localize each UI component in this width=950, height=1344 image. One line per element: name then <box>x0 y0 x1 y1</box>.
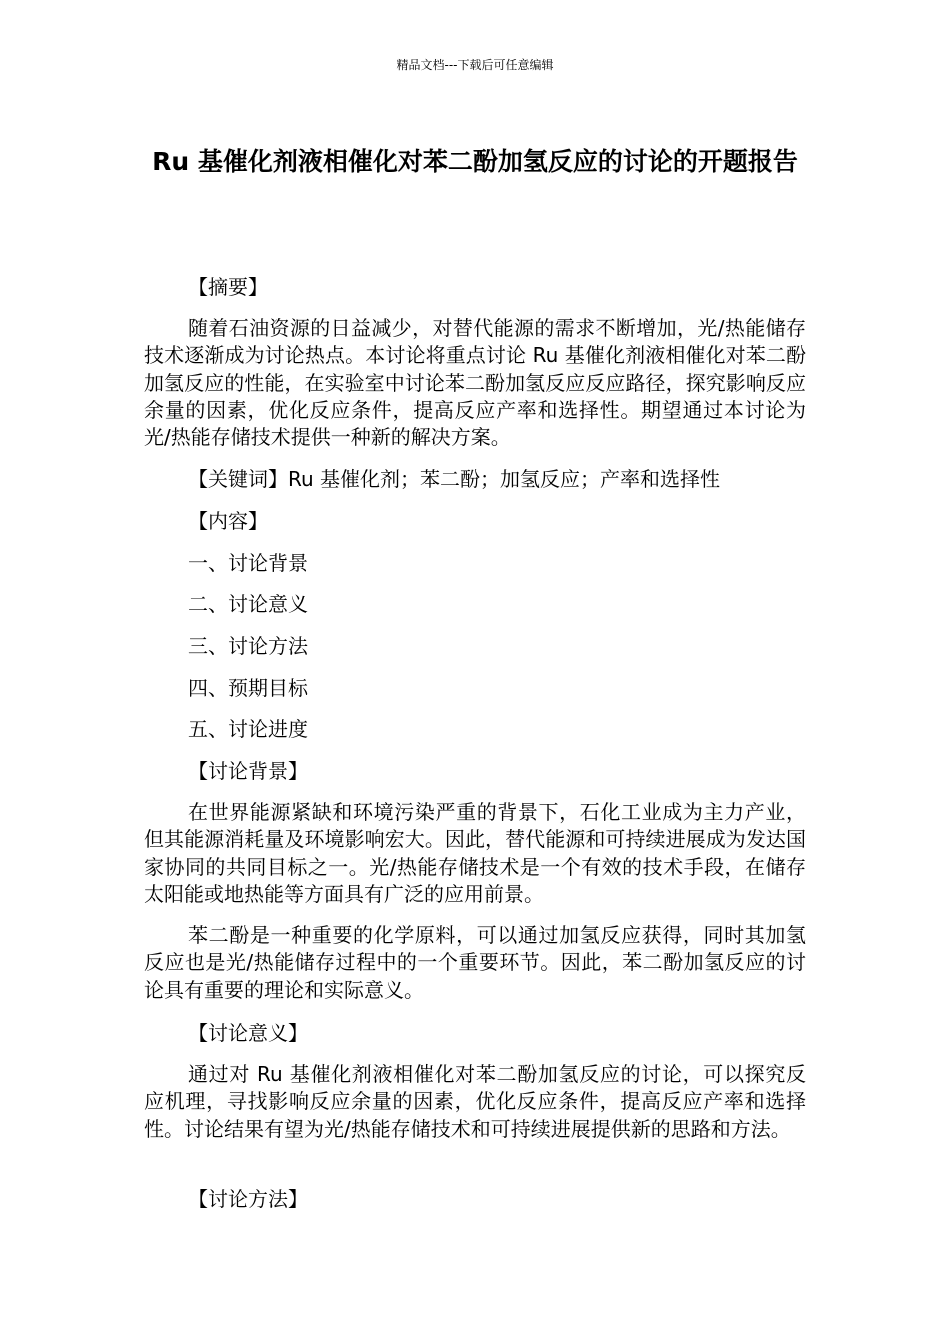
background-paragraph: 在世界能源紧缺和环境污染严重的背景下，石化工业成为主力产业，但其能源消耗量及环境影响宏大。因此，替代能源和可持续进展成为发达国家协同的共同目标之一。光/热能存储技术是一个有效的技术手段，在储存太阳能或地热能等方面具有广泛的应用前景。 <box>144 800 806 906</box>
background-paragraph: 苯二酚是一种重要的化学原料，可以通过加氢反应获得，同时其加氢反应也是光/热能储存过程中的一个重要环节。因此，苯二酚加氢反应的讨论具有重要的理论和实际意义。 <box>144 923 806 1002</box>
significance-text: 通过对 Ru 基催化剂液相催化对苯二酚加氢反应的讨论，可以探究反应机理，寻找影响反应余量的因素，优化反应条件，提高反应产率和选择性。讨论结果有望为光/热能存储技术和可持续进展提供新的思路和方法。 <box>144 1062 806 1141</box>
page-header-note: 精品文档---下载后可任意编辑 <box>396 58 554 72</box>
abstract-text: 随着石油资源的日益减少，对替代能源的需求不断增加，光/热能储存技术逐渐成为讨论热点。本讨论将重点讨论 Ru 基催化剂液相催化对苯二酚加氢反应的性能，在实验室中讨论苯二酚加氢反应反应路径，探究影响反应余量的因素，优化反应条件，提高反应产率和选择性。期望通过本讨论为光/热能存储技术提供一种新的解决方案。 <box>144 316 806 450</box>
contents-item: 四、预期目标 <box>188 676 308 700</box>
keywords-line: 【关键词】Ru 基催化剂；苯二酚；加氢反应；产率和选择性 <box>188 467 721 491</box>
contents-item: 五、讨论进度 <box>188 717 308 741</box>
contents-item: 三、讨论方法 <box>188 634 308 658</box>
contents-item: 二、讨论意义 <box>188 592 308 616</box>
contents-item: 一、讨论背景 <box>188 551 308 575</box>
document-title: Ru 基催化剂液相催化对苯二酚加氢反应的讨论的开题报告 <box>152 147 798 176</box>
contents-heading: 【内容】 <box>188 509 268 533</box>
methods-heading: 【讨论方法】 <box>188 1187 308 1211</box>
significance-heading: 【讨论意义】 <box>188 1021 308 1045</box>
abstract-heading: 【摘要】 <box>188 275 268 299</box>
background-heading: 【讨论背景】 <box>188 759 308 783</box>
